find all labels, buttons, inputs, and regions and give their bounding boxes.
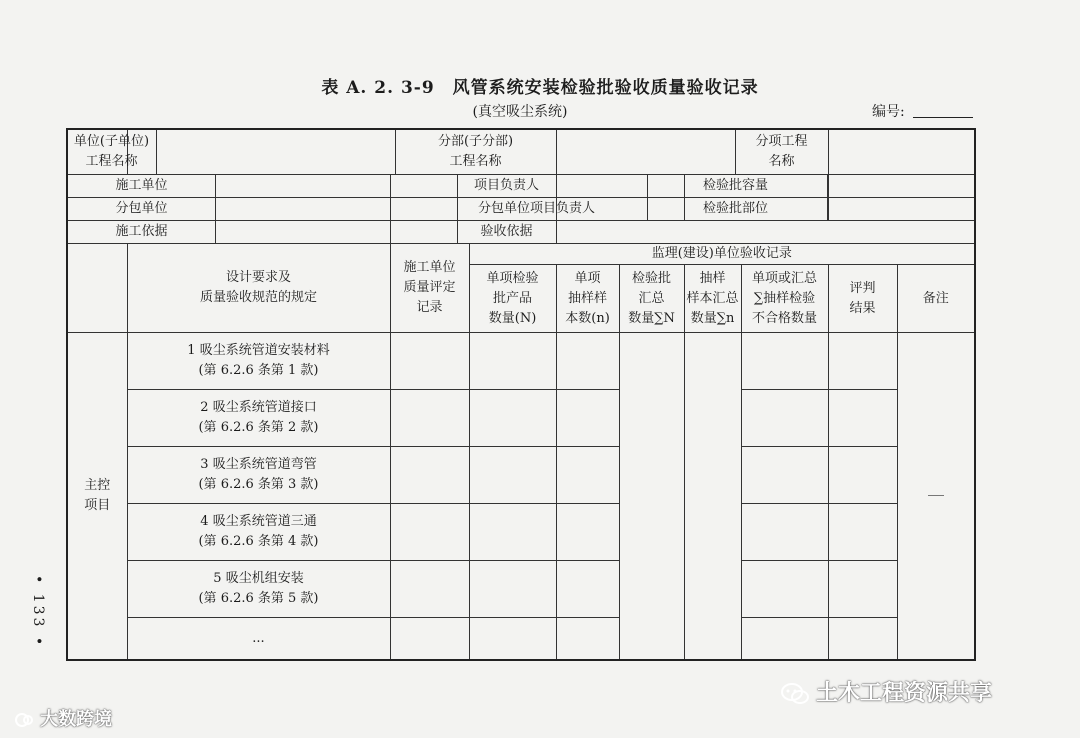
item-5-description: 5 吸尘机组安装 (第 6.2.6 条第 5 款) <box>127 561 390 618</box>
project-name-row <box>67 129 975 175</box>
item-3-description: 3 吸尘系统管道弯管 (第 6.2.6 条第 3 款) <box>127 447 390 504</box>
unit-label-line2: 工程名称 <box>85 154 138 170</box>
division-project-name-value[interactable] <box>556 129 828 175</box>
watermark-right <box>780 676 992 707</box>
acceptance-basis-value[interactable] <box>556 221 975 244</box>
form-title: 表 A. 2. 3-9 风管系统安装检验批验收质量验收记录 <box>321 78 759 98</box>
watermark-right-text: 土木工程资源共享 <box>816 681 993 706</box>
item-6-self-eval[interactable] <box>390 618 469 660</box>
sample-total-value[interactable] <box>684 333 741 660</box>
remarks-header: 备注 <box>897 265 975 333</box>
item-4-description: 4 吸尘系统管道三通 (第 6.2.6 条第 4 款) <box>127 504 390 561</box>
single-quantity-header: 单项检验 批产品 数量(N) <box>469 265 556 333</box>
item-2-nonconform[interactable] <box>741 390 828 447</box>
item-2-sample[interactable] <box>556 390 619 447</box>
item-3-sample[interactable] <box>556 447 619 504</box>
table-header-row-1 <box>67 244 975 265</box>
subcontractor-value[interactable] <box>216 198 390 220</box>
nonconformance-header: 单项或汇总 ∑抽样检验 不合格数量 <box>741 265 828 333</box>
subcontractor-value-ext[interactable] <box>391 198 458 220</box>
construction-basis-value[interactable] <box>216 221 390 243</box>
item-5-judgement[interactable] <box>828 561 897 618</box>
division-label-line2: 工程名称 <box>449 154 502 170</box>
unit-label-cell <box>68 130 157 174</box>
item-2-self-eval[interactable] <box>390 390 469 447</box>
more-items-ellipsis: ... <box>127 618 390 660</box>
form-subtitle: (真空吸尘系统) <box>472 104 568 120</box>
item-3-self-eval[interactable] <box>390 447 469 504</box>
item-2-quantity[interactable] <box>469 390 556 447</box>
table-row <box>67 504 975 561</box>
item-1-judgement[interactable] <box>828 333 897 390</box>
item-4-sample[interactable] <box>556 504 619 561</box>
batch-capacity-label: 检验批容量 <box>645 175 828 197</box>
remarks-value[interactable] <box>897 333 975 660</box>
division-label-cell <box>396 130 556 174</box>
item-1-sample[interactable] <box>556 333 619 390</box>
subitem-label-line1: 分项工程 <box>755 134 808 150</box>
serial-number-field[interactable] <box>913 117 973 118</box>
blank-header-cell <box>67 244 127 333</box>
project-manager-label: 项目负责人 <box>474 178 540 194</box>
table-row <box>67 447 975 504</box>
item-3-nonconform[interactable] <box>741 447 828 504</box>
subitem-label-cell <box>735 130 828 174</box>
item-5-sample[interactable] <box>556 561 619 618</box>
wechat-icon <box>780 682 810 706</box>
judgement-header: 评判 结果 <box>828 265 897 333</box>
item-1-description: 1 吸尘系统管道安装材料 (第 6.2.6 条第 1 款) <box>127 333 390 390</box>
acceptance-record-table <box>66 128 976 661</box>
item-6-sample[interactable] <box>556 618 619 660</box>
item-2-judgement[interactable] <box>828 390 897 447</box>
division-label-line1: 分部(子分部) <box>437 134 514 150</box>
dash-mark <box>928 495 944 496</box>
item-6-quantity[interactable] <box>469 618 556 660</box>
subitem-name-value[interactable] <box>828 129 975 175</box>
supervision-header: 监理(建设)单位验收记录 <box>469 244 975 265</box>
construction-basis-value-ext[interactable] <box>391 221 458 243</box>
sub-manager-label: 分包单位项目负责人 <box>478 201 596 217</box>
batch-total-header: 检验批 汇总 数量∑N <box>619 265 684 333</box>
project-manager-value[interactable] <box>557 175 648 197</box>
subitem-label-line2: 名称 <box>768 154 795 170</box>
main-control-label: 主控 项目 <box>67 333 127 660</box>
batch-capacity-value[interactable] <box>828 175 975 198</box>
item-5-self-eval[interactable] <box>390 561 469 618</box>
watermark-left-text: 大数跨境 <box>40 709 112 730</box>
unit-project-name-value[interactable] <box>157 130 396 174</box>
self-evaluation-header: 施工单位 质量评定 记录 <box>390 244 469 333</box>
batch-location-label: 检验批部位 <box>645 198 828 220</box>
basis-row <box>67 221 975 244</box>
construction-unit-value[interactable] <box>216 175 390 197</box>
globe-icon <box>14 712 34 728</box>
table-row <box>67 333 975 390</box>
batch-total-value[interactable] <box>619 333 684 660</box>
item-4-nonconform[interactable] <box>741 504 828 561</box>
item-5-nonconform[interactable] <box>741 561 828 618</box>
subcontractor-label: 分包单位 <box>68 198 216 220</box>
item-4-judgement[interactable] <box>828 504 897 561</box>
unit-label-line1: 单位(子单位) <box>73 134 150 150</box>
item-4-self-eval[interactable] <box>390 504 469 561</box>
single-sample-header: 单项 抽样样 本数(n) <box>556 265 619 333</box>
item-3-quantity[interactable] <box>469 447 556 504</box>
sub-manager-value[interactable] <box>557 198 648 220</box>
batch-location-value[interactable] <box>828 198 975 221</box>
design-requirement-header: 设计要求及 质量验收规范的规定 <box>127 244 390 333</box>
sample-total-header: 抽样 样本汇总 数量∑n <box>684 265 741 333</box>
construction-unit-row <box>67 175 975 198</box>
item-1-nonconform[interactable] <box>741 333 828 390</box>
item-4-quantity[interactable] <box>469 504 556 561</box>
item-6-nonconform[interactable] <box>741 618 828 660</box>
item-2-description: 2 吸尘系统管道接口 (第 6.2.6 条第 2 款) <box>127 390 390 447</box>
item-1-quantity[interactable] <box>469 333 556 390</box>
construction-basis-label: 施工依据 <box>68 221 216 243</box>
page-number: • 133 • <box>30 575 46 649</box>
construction-unit-value-ext[interactable] <box>391 175 458 197</box>
item-6-judgement[interactable] <box>828 618 897 660</box>
acceptance-basis-label: 验收依据 <box>480 224 533 240</box>
item-1-self-eval[interactable] <box>390 333 469 390</box>
serial-label: 编号: <box>872 104 905 120</box>
table-row <box>67 618 975 660</box>
table-row <box>67 390 975 447</box>
item-3-judgement[interactable] <box>828 447 897 504</box>
item-5-quantity[interactable] <box>469 561 556 618</box>
construction-unit-label: 施工单位 <box>68 175 216 197</box>
watermark-left <box>14 705 112 731</box>
subcontractor-row <box>67 198 975 221</box>
table-row <box>67 561 975 618</box>
